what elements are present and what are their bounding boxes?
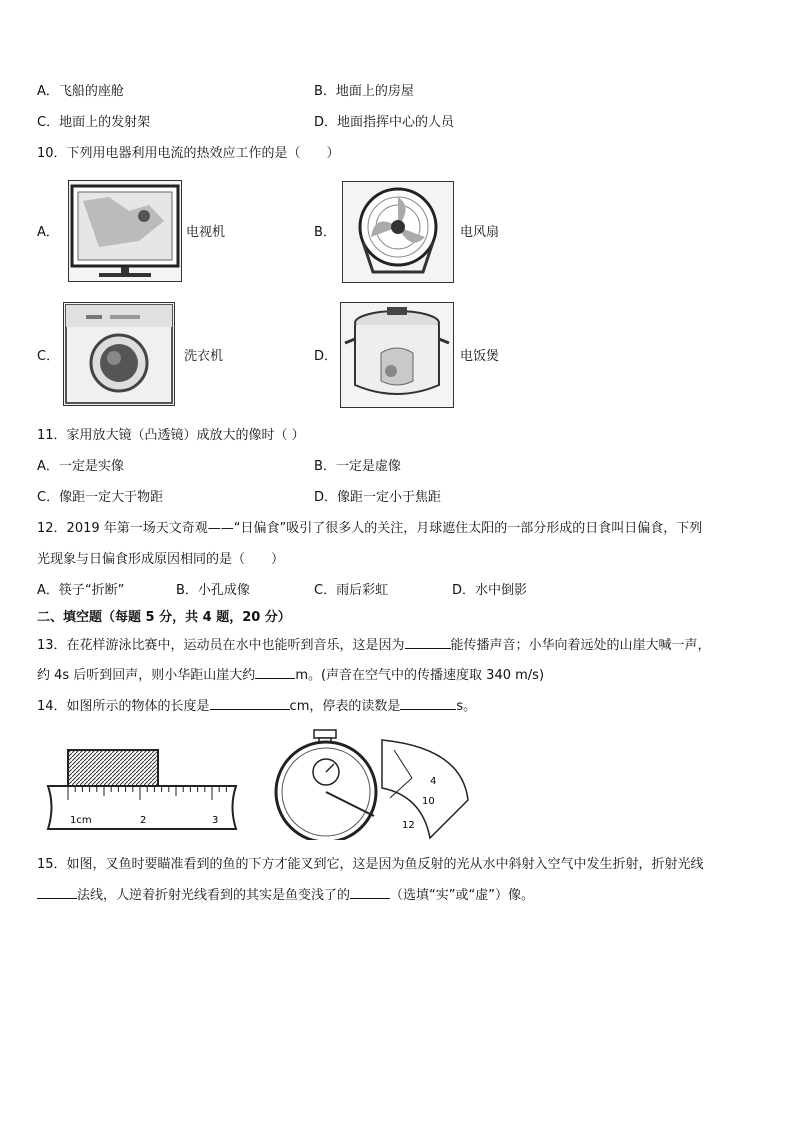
q14-part3: s。 [456, 699, 477, 714]
q14-blank-1[interactable] [210, 697, 290, 710]
q10-option-a-text: 电视机 [186, 225, 226, 240]
q11-option-c: C．像距一定大于物距 [37, 490, 164, 505]
q9-option-a: A．飞船的座舱 [37, 84, 124, 99]
q14-part1: 14．如图所示的物体的长度是 [37, 699, 210, 714]
ruler-label-1cm: 1cm [70, 815, 92, 826]
tv-icon [69, 181, 181, 281]
q9-option-d: D．地面指挥中心的人员 [314, 115, 455, 130]
q12-option-a: A．筷子“折断” [37, 583, 125, 598]
dial-label-4: 4 [430, 776, 437, 787]
q11-option-b: B．一定是虚像 [314, 459, 401, 474]
q12-stem-line1: 12．2019 年第一场天文奇观——“日偏食”吸引了很多人的关注，月球遮住太阳的一部分形成的日食叫日偏食，下列 [37, 521, 703, 536]
q12-option-d: D．水中倒影 [452, 583, 528, 598]
stopwatch-dial [276, 742, 376, 840]
q10-stem: 10．下列用电器利用电流的热效应工作的是（ ） [37, 146, 340, 161]
q13-line2-part2: m。(声音在空气中的传播速度取 340 m/s) [295, 668, 545, 683]
q12-option-b: B．小孔成像 [176, 583, 250, 598]
tv-image [68, 180, 182, 282]
washing-machine-icon [64, 303, 174, 405]
q15-line2-part2: （选填“实”或“虚”）像。 [390, 888, 534, 903]
dial-label-10: 10 [422, 796, 435, 807]
stopwatch-figure [262, 728, 478, 840]
q13-line1-part1: 13．在花样游泳比赛中，运动员在水中也能听到音乐，这是因为 [37, 638, 405, 653]
dial-label-12: 12 [402, 820, 415, 831]
q10-option-b-letter: B． [314, 225, 336, 240]
q10-option-b-text: 电风扇 [460, 225, 500, 240]
q12-option-c: C．雨后彩虹 [314, 583, 389, 598]
magnified-scale [382, 740, 468, 838]
q15-line2-part1: 法线，人逆着折射光线看到的其实是鱼变浅了的 [77, 888, 351, 903]
q10-option-a-letter: A． [37, 225, 59, 240]
q15-line1: 15．如图，叉鱼时要瞄准看到的鱼的下方才能叉到它，这是因为鱼反射的光从水中斜射入空气中发生折射，折射光线 [37, 857, 704, 872]
ruler-label-3: 3 [212, 815, 219, 826]
electric-fan-icon [343, 182, 453, 282]
q13-blank-1[interactable] [405, 636, 451, 649]
q11-option-a: A．一定是实像 [37, 459, 124, 474]
fan-image [342, 181, 454, 283]
rice-cooker-icon [341, 303, 453, 407]
q11-stem: 11．家用放大镜（凸透镜）成放大的像时（ ） [37, 428, 305, 443]
measured-object [68, 750, 158, 786]
q9-option-b: B．地面上的房屋 [314, 84, 414, 99]
ruler-label-2: 2 [140, 815, 147, 826]
q13-line1-part2: 能传播声音；小华向着远处的山崖大喊一声， [450, 638, 711, 653]
rice-cooker-image [340, 302, 454, 408]
q13-blank-2[interactable] [255, 666, 295, 679]
washer-image [63, 302, 175, 406]
q13-line2-part1: 约 4s 后听到回声，则小华距山崖大约 [37, 668, 256, 683]
q9-option-c: C．地面上的发射架 [37, 115, 151, 130]
q12-stem-line2: 光现象与日偏食形成原因相同的是（ ） [37, 552, 285, 567]
q10-option-d-letter: D． [314, 349, 338, 364]
stopwatch-crown [314, 730, 336, 738]
q14-blank-2[interactable] [400, 697, 456, 710]
q15-blank-2[interactable] [350, 886, 390, 899]
q15-blank-1[interactable] [37, 886, 77, 899]
ruler-figure [44, 745, 240, 831]
q10-option-c-text: 洗衣机 [184, 349, 224, 364]
q11-option-d: D．像距一定小于焦距 [314, 490, 442, 505]
section-heading: 二、填空题（每题 5 分，共 4 题，20 分） [37, 610, 291, 625]
q10-option-d-text: 电饭煲 [460, 349, 500, 364]
q14-part2: cm，停表的读数是 [289, 699, 401, 714]
q10-option-c-letter: C． [37, 349, 60, 364]
